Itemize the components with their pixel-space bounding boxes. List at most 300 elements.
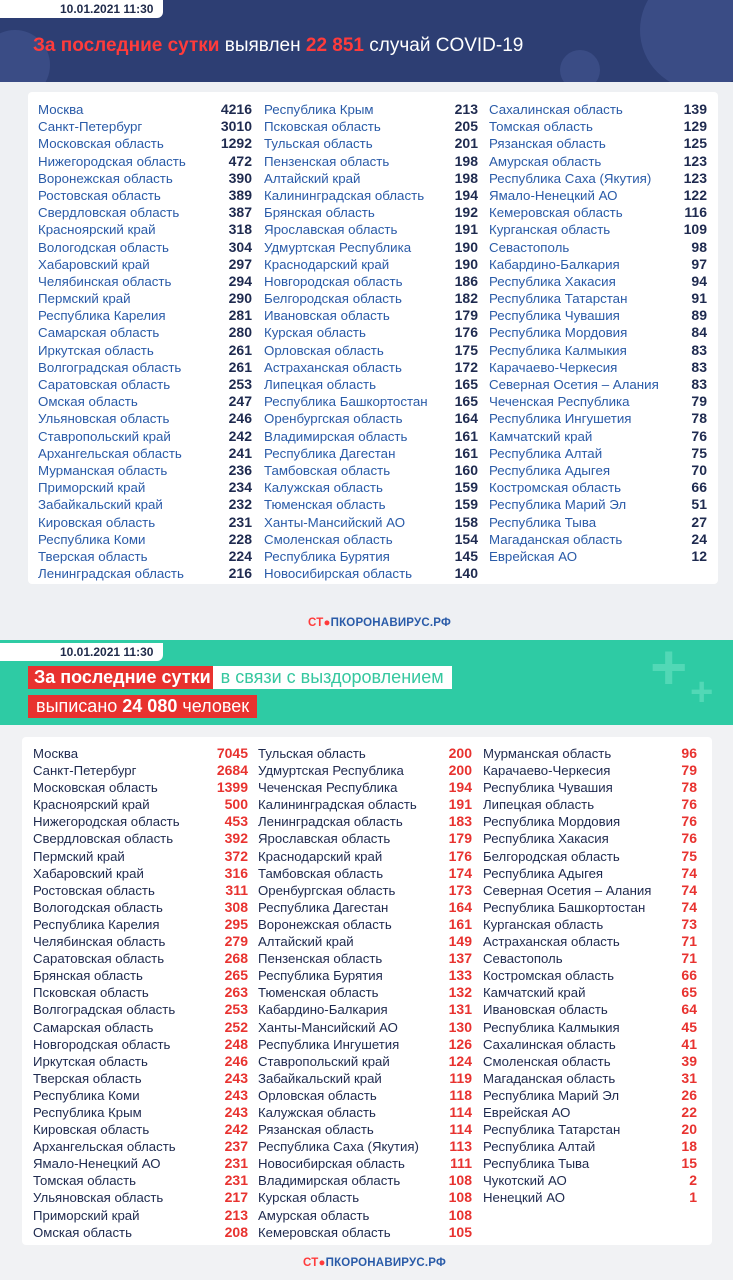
region-value: 194 (454, 186, 478, 203)
region-value: 129 (683, 118, 707, 135)
region-name: Еврейская АО (489, 548, 578, 564)
logo-text-part1: СТ (303, 1257, 319, 1269)
region-name: Смоленская область (483, 1053, 611, 1069)
region-name: Республика Татарстан (489, 291, 628, 307)
region-row (264, 324, 478, 341)
region-row (483, 779, 697, 796)
region-row (264, 273, 478, 290)
region-name: Астраханская область (264, 359, 402, 375)
region-value: 71 (681, 950, 697, 967)
region-value: 176 (454, 324, 478, 341)
region-value: 213 (454, 101, 478, 117)
region-row (258, 848, 472, 865)
region-value: 65 (681, 984, 697, 1001)
region-value: 1 (689, 1189, 697, 1206)
region-name: Москва (33, 746, 79, 761)
region-name: Вологодская область (38, 239, 169, 255)
region-name: Краснодарский край (264, 256, 390, 272)
region-name: Ульяновская область (38, 411, 170, 427)
region-value: 79 (691, 393, 707, 410)
region-value: 75 (681, 847, 697, 864)
region-value: 236 (228, 461, 252, 478)
region-value: 200 (448, 762, 472, 779)
region-name: Иркутская область (33, 1053, 148, 1069)
region-value: 74 (681, 898, 697, 915)
region-row (33, 848, 248, 865)
region-row (33, 1070, 248, 1087)
cases-column-3 (489, 101, 707, 565)
region-name: Республика Адыгея (483, 865, 604, 881)
region-row (264, 187, 478, 204)
region-value: 290 (228, 290, 252, 307)
region-name: Архангельская область (33, 1139, 176, 1155)
region-value: 2 (689, 1172, 697, 1189)
region-name: Костромская область (489, 480, 622, 496)
region-value: 113 (449, 1138, 472, 1155)
region-row (258, 1036, 472, 1053)
region-name: Ростовская область (33, 882, 155, 898)
region-row (258, 984, 472, 1001)
region-value: 160 (454, 461, 478, 478)
region-row (258, 1224, 472, 1241)
region-row (258, 1189, 472, 1206)
region-row (33, 762, 248, 779)
region-name: Калининградская область (264, 187, 425, 203)
region-name: Челябинская область (38, 273, 172, 289)
region-value: 139 (683, 101, 707, 117)
region-row (264, 462, 478, 479)
region-row (483, 1019, 697, 1036)
region-value: 45 (681, 1018, 697, 1035)
region-row (489, 514, 707, 531)
region-name: Ханты-Мансийский АО (264, 514, 406, 530)
region-name: Сахалинская область (483, 1036, 616, 1052)
region-value: 200 (448, 745, 472, 761)
region-name: Севастополь (483, 951, 563, 967)
region-name: Белгородская область (264, 291, 402, 307)
region-value: 268 (224, 950, 248, 967)
region-row (38, 239, 252, 256)
region-row (264, 359, 478, 376)
region-name: Архангельская область (38, 445, 182, 461)
region-name: Республика Бурятия (258, 968, 383, 984)
region-row (38, 221, 252, 238)
region-row (258, 950, 472, 967)
region-row (38, 445, 252, 462)
region-name: Самарская область (38, 325, 160, 341)
region-value: 176 (448, 847, 472, 864)
region-value: 161 (448, 915, 472, 932)
region-row (483, 1087, 697, 1104)
region-value: 164 (448, 898, 472, 915)
region-value: 15 (681, 1155, 697, 1172)
region-name: Удмуртская Республика (264, 239, 412, 255)
region-row (33, 1104, 248, 1121)
region-name: Мурманская область (483, 746, 612, 761)
region-row (489, 342, 707, 359)
region-row (489, 428, 707, 445)
region-row (38, 393, 252, 410)
region-value: 241 (228, 444, 252, 461)
region-row (264, 204, 478, 221)
region-value: 253 (224, 1001, 248, 1018)
region-value: 500 (224, 796, 248, 813)
region-value: 126 (448, 1035, 472, 1052)
region-name: Ульяновская область (33, 1190, 164, 1206)
region-value: 123 (683, 152, 707, 169)
region-row (38, 290, 252, 307)
region-value: 149 (448, 933, 472, 950)
region-name: Псковская область (264, 119, 381, 135)
region-row (264, 531, 478, 548)
region-name: Республика Алтай (483, 1139, 596, 1155)
region-name: Ярославская область (258, 831, 391, 847)
region-row (483, 745, 697, 762)
region-value: 108 (448, 1172, 472, 1189)
region-name: Смоленская область (264, 531, 393, 547)
region-row (33, 745, 248, 762)
region-name: Хабаровский край (33, 865, 144, 881)
region-value: 216 (228, 565, 252, 582)
region-name: Республика Чувашия (483, 780, 613, 796)
region-row (33, 1224, 248, 1241)
region-row (264, 445, 478, 462)
region-name: Калужская область (264, 480, 383, 496)
recoveries-table (22, 737, 712, 1245)
region-value: 198 (454, 152, 478, 169)
region-value: 31 (681, 1069, 697, 1086)
region-row (483, 1138, 697, 1155)
region-row (264, 135, 478, 152)
logo-text-part2: ПКОРОНАВИРУС.РФ (330, 617, 451, 629)
region-value: 91 (691, 290, 707, 307)
region-row (489, 290, 707, 307)
region-value: 190 (454, 238, 478, 255)
region-value: 108 (448, 1189, 472, 1206)
region-name: Рязанская область (489, 136, 606, 152)
region-row (33, 967, 248, 984)
region-name: Пензенская область (258, 951, 383, 967)
region-name: Вологодская область (33, 899, 163, 915)
region-row (33, 933, 248, 950)
region-name: Томская область (33, 1173, 137, 1189)
region-value: 192 (454, 204, 478, 221)
region-row (33, 1189, 248, 1206)
region-name: Свердловская область (33, 831, 174, 847)
region-name: Оренбургская область (258, 882, 396, 898)
region-row (38, 118, 252, 135)
region-value: 133 (448, 967, 472, 984)
recoveries-title-rest: в связи с выздоровлением (213, 666, 452, 689)
region-row (483, 1189, 697, 1206)
region-name: Удмуртская Республика (258, 763, 404, 779)
region-name: Кабардино-Балкария (489, 256, 620, 272)
region-value: 76 (681, 796, 697, 813)
region-name: Республика Хакасия (483, 831, 609, 847)
region-name: Кировская область (33, 1122, 150, 1138)
region-value: 453 (224, 813, 248, 830)
region-row (489, 239, 707, 256)
cases-title-end: случай COVID-19 (369, 35, 524, 56)
region-row (483, 865, 697, 882)
region-value: 198 (454, 169, 478, 186)
region-name: Магаданская область (483, 1070, 616, 1086)
region-name: Кабардино-Балкария (258, 1002, 388, 1018)
region-name: Омская область (33, 1224, 132, 1240)
region-row (33, 779, 248, 796)
region-row (258, 1121, 472, 1138)
region-row (483, 1053, 697, 1070)
region-name: Республика Крым (264, 102, 374, 117)
region-row (489, 445, 707, 462)
region-value: 172 (454, 358, 478, 375)
region-row (258, 882, 472, 899)
region-row (264, 479, 478, 496)
region-row (483, 1104, 697, 1121)
region-name: Волгоградская область (33, 1002, 176, 1018)
region-row (264, 101, 478, 118)
region-name: Республика Тыва (489, 514, 597, 530)
region-name: Волгоградская область (38, 359, 182, 375)
region-name: Новосибирская область (264, 566, 413, 582)
region-value: 154 (454, 530, 478, 547)
region-row (483, 1172, 697, 1189)
region-row (264, 239, 478, 256)
region-value: 108 (448, 1206, 472, 1223)
region-row (483, 882, 697, 899)
region-value: 243 (224, 1086, 248, 1103)
region-value: 191 (454, 221, 478, 238)
region-name: Алтайский край (264, 170, 361, 186)
region-row (38, 359, 252, 376)
region-name: Севастополь (489, 239, 570, 255)
region-value: 111 (450, 1155, 472, 1172)
region-name: Камчатский край (489, 428, 593, 444)
recoveries-subtitle-end: человек (182, 696, 250, 716)
region-name: Пермский край (38, 291, 131, 307)
region-name: Забайкальский край (38, 497, 163, 513)
region-row (483, 1001, 697, 1018)
region-value: 2684 (216, 762, 248, 779)
region-row (33, 882, 248, 899)
region-row (489, 359, 707, 376)
region-row (33, 899, 248, 916)
region-row (258, 830, 472, 847)
region-name: Ставропольский край (38, 428, 171, 444)
region-name: Республика Бурятия (264, 548, 390, 564)
region-row (489, 187, 707, 204)
region-name: Республика Саха (Якутия) (258, 1139, 419, 1155)
region-row (258, 1207, 472, 1224)
region-row (38, 428, 252, 445)
region-name: Воронежская область (258, 916, 392, 932)
region-row (258, 762, 472, 779)
region-value: 83 (691, 341, 707, 358)
region-value: 124 (448, 1052, 472, 1069)
region-row (489, 170, 707, 187)
region-row (483, 1121, 697, 1138)
region-name: Республика Калмыкия (489, 342, 627, 358)
region-name: Республика Алтай (489, 445, 603, 461)
region-value: 74 (681, 881, 697, 898)
region-row (258, 916, 472, 933)
region-row (264, 118, 478, 135)
region-value: 242 (228, 427, 252, 444)
recoveries-column-1 (33, 745, 248, 1241)
region-row (489, 462, 707, 479)
region-value: 472 (228, 152, 252, 169)
region-value: 261 (228, 341, 252, 358)
region-value: 1399 (216, 779, 248, 796)
region-row (33, 1155, 248, 1172)
region-name: Ивановская область (483, 1002, 608, 1018)
region-value: 97 (691, 255, 707, 272)
region-row (264, 256, 478, 273)
region-row (33, 1207, 248, 1224)
region-value: 179 (454, 307, 478, 324)
region-name: Республика Карелия (38, 308, 166, 324)
region-name: Кемеровская область (489, 205, 623, 221)
region-name: Курганская область (489, 222, 611, 238)
region-value: 392 (224, 830, 248, 847)
region-name: Республика Чувашия (489, 308, 620, 324)
region-name: Республика Коми (38, 531, 146, 547)
region-name: Санкт-Петербург (33, 763, 137, 779)
region-name: Астраханская область (483, 934, 620, 950)
region-row (38, 307, 252, 324)
region-row (489, 531, 707, 548)
region-name: Ханты-Мансийский АО (258, 1019, 398, 1035)
region-name: Самарская область (33, 1019, 154, 1035)
region-row (489, 324, 707, 341)
region-name: Калининградская область (258, 797, 417, 813)
recoveries-subtitle-start: выписано (36, 696, 118, 716)
region-value: 294 (228, 272, 252, 289)
region-row (489, 496, 707, 513)
region-row (258, 1001, 472, 1018)
region-value: 247 (228, 393, 252, 410)
region-row (483, 967, 697, 984)
region-value: 71 (681, 933, 697, 950)
region-value: 242 (224, 1121, 248, 1138)
region-value: 159 (454, 496, 478, 513)
region-value: 76 (681, 813, 697, 830)
region-value: 94 (691, 272, 707, 289)
region-value: 118 (449, 1086, 472, 1103)
region-value: 165 (454, 393, 478, 410)
region-name: Чукотский АО (483, 1173, 567, 1189)
region-name: Ямало-Ненецкий АО (489, 187, 618, 203)
region-value: 89 (691, 307, 707, 324)
region-row (258, 933, 472, 950)
region-value: 389 (228, 186, 252, 203)
region-row (264, 290, 478, 307)
region-name: Липецкая область (264, 377, 376, 392)
region-name: Орловская область (258, 1087, 377, 1103)
region-value: 159 (454, 479, 478, 496)
region-row (33, 916, 248, 933)
region-value: 265 (224, 967, 248, 984)
region-row (258, 1053, 472, 1070)
region-value: 191 (448, 796, 472, 813)
region-value: 27 (691, 513, 707, 530)
region-row (489, 101, 707, 118)
region-name: Забайкальский край (258, 1070, 382, 1086)
region-name: Псковская область (33, 985, 149, 1001)
region-row (258, 865, 472, 882)
region-name: Республика Хакасия (489, 273, 616, 289)
region-name: Хабаровский край (38, 256, 150, 272)
region-name: Нижегородская область (38, 153, 186, 169)
region-name: Сахалинская область (489, 102, 623, 117)
region-value: 114 (449, 1121, 472, 1138)
region-value: 20 (681, 1121, 697, 1138)
region-name: Ямало-Ненецкий АО (33, 1156, 161, 1172)
region-value: 161 (454, 444, 478, 461)
region-name: Ненецкий АО (483, 1190, 565, 1206)
region-name: Камчатский край (483, 985, 586, 1001)
region-value: 132 (448, 984, 472, 1001)
stopcoronavirus-logo (308, 617, 451, 629)
region-name: Еврейская АО (483, 1104, 571, 1120)
region-name: Тюменская область (264, 497, 386, 513)
region-name: Саратовская область (33, 951, 165, 967)
region-name: Республика Марий Эл (489, 497, 627, 513)
stopcoronavirus-logo (303, 1257, 446, 1269)
region-value: 119 (449, 1069, 472, 1086)
region-name: Москва (38, 102, 84, 117)
region-name: Республика Мордовия (489, 325, 628, 341)
region-value: 165 (454, 376, 478, 392)
region-name: Алтайский край (258, 934, 354, 950)
region-row (489, 410, 707, 427)
region-row (38, 462, 252, 479)
region-value: 213 (224, 1206, 248, 1223)
region-row (38, 204, 252, 221)
region-value: 161 (454, 427, 478, 444)
region-value: 4216 (220, 101, 252, 117)
region-row (264, 307, 478, 324)
cases-header (0, 0, 733, 82)
region-value: 83 (691, 358, 707, 375)
region-name: Тверская область (33, 1070, 142, 1086)
region-row (489, 479, 707, 496)
region-row (489, 307, 707, 324)
region-value: 208 (224, 1223, 248, 1240)
region-name: Северная Осетия – Алания (483, 882, 652, 898)
region-row (258, 1172, 472, 1189)
region-value: 280 (228, 324, 252, 341)
cases-table (28, 92, 718, 584)
region-value: 173 (448, 881, 472, 898)
region-name: Республика Адыгея (489, 462, 611, 478)
region-row (33, 1036, 248, 1053)
region-name: Курская область (264, 325, 366, 341)
region-row (264, 221, 478, 238)
region-value: 78 (691, 410, 707, 427)
region-row (489, 153, 707, 170)
region-row (38, 187, 252, 204)
region-name: Республика Саха (Якутия) (489, 170, 652, 186)
region-row (264, 548, 478, 565)
region-name: Тамбовская область (264, 462, 391, 478)
region-value: 224 (228, 547, 252, 564)
region-row (38, 479, 252, 496)
region-name: Чеченская Республика (258, 780, 398, 796)
region-value: 74 (681, 864, 697, 881)
region-value: 190 (454, 255, 478, 272)
region-value: 390 (228, 169, 252, 186)
